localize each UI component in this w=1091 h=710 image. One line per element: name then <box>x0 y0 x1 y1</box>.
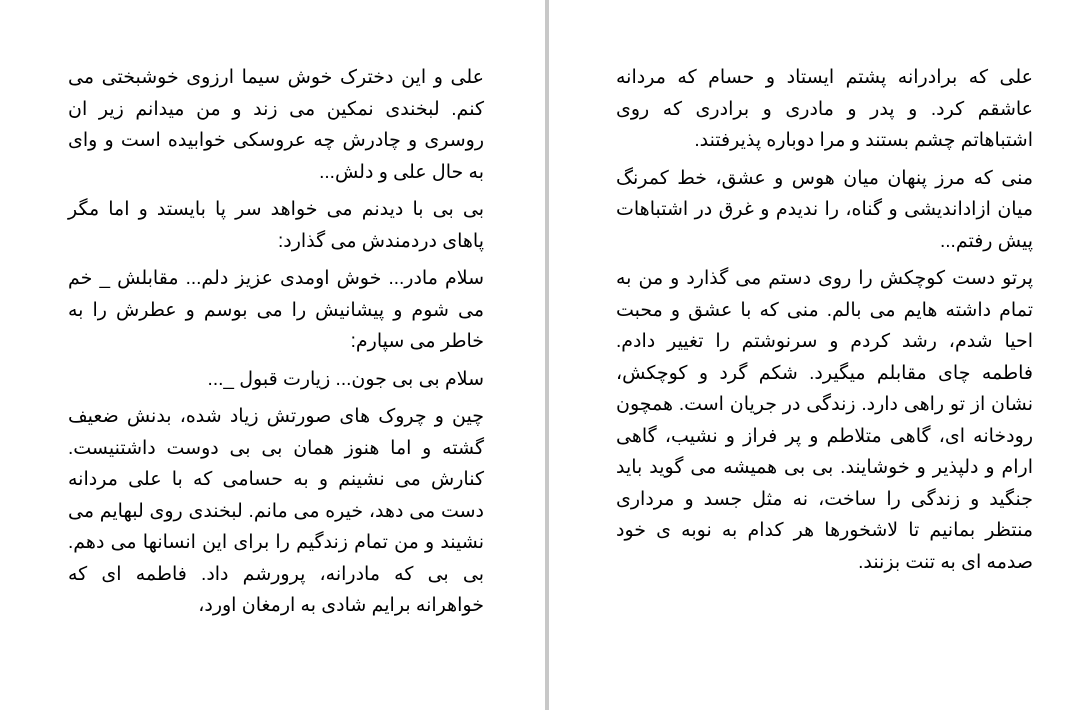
paragraph: پرتو دست کوچکش را روی دستم می گذارد و من به تمام داشته هایم می بالم. منی که با عشق و محبت احیا شدم، رشد کردم و سرنوشتم را تغییر دادم. فاطمه چای مقابلم میگیرد. شکم گرد و کوچکش، نشان از تو راهی دارد. زندگی در جریان است. همچون رودخانه ای، گاهی متلاطم و پر فراز و نشیب، گاهی ارام و دلپذیر و خوشایند. بی بی همیشه می گوید باید جنگید و زندگی را ساخت، نه مثل جسد و مرداری منتظر بمانیم تا لاشخورها هر کدام به نوبه ی خود صدمه ای به تنت بزنند. <box>616 268 1033 573</box>
paragraph: سلام مادر... خوش اومدی عزیز دلم... مقابلش _ خم می شوم و پیشانیش را می بوسم و عطرش را به خاطر می سپارم: <box>68 268 484 352</box>
paragraph: چین و چروک های صورتش زیاد شده، بدنش ضعیف گشته و اما هنوز همان بی بی دوست داشتنیست. کنارش می نشینم و به حسامی که با علی مردانه دست می دهد، خیره می مانم. لبخندی روی لبهایم می نشیند و من تمام زندگیم را برای این انسانها می دهم. بی بی که مادرانه، پرورشم داد. فاطمه ای که خواهرانه برایم شادی به ارمغان اورد، <box>68 406 484 616</box>
paragraph: سلام بی بی جون... زیارت قبول _... <box>207 368 484 390</box>
paragraph: منی که مرز پنهان میان هوس و عشق، خط کمرنگ میان ازاداندیشی و گناه، را ندیدم و غرق در اشتباهات پیش رفتم... <box>616 167 1033 252</box>
right-page <box>549 0 1091 710</box>
paragraph: بی بی با دیدنم می خواهد سر پا بایستد و اما مگر پاهای دردمندش می گذارد: <box>68 199 484 252</box>
paragraph: علی که برادرانه پشتم ایستاد و حسام که مردانه عاشقم کرد. و پدر و مادری و برادری که روی اشتباهاتم چشم بستند و مرا دوباره پذیرفتند. <box>616 67 1033 151</box>
left-page-text <box>68 62 484 628</box>
left-page <box>0 0 545 710</box>
right-page-text <box>616 62 1033 584</box>
paragraph: علی و این دخترک خوش سیما ارزوی خوشبختی می کنم. لبخندی نمکین می زند و من میدانم زیر ان روسری و چادرش چه عروسکی خوابیده است و وای به حال علی و دلش... <box>68 67 484 183</box>
